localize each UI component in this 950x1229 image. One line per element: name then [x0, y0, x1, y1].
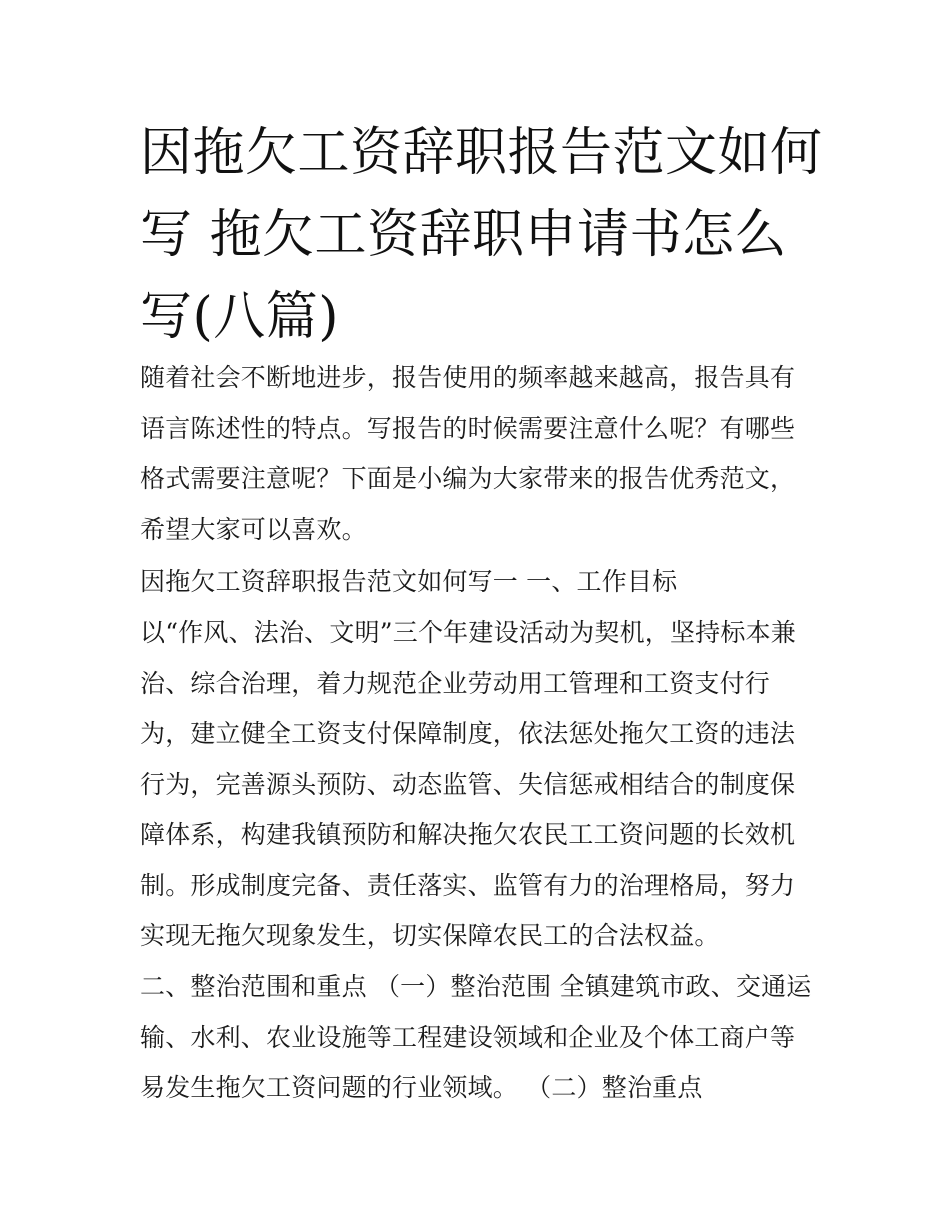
scope-paragraph: 二、整治范围和重点 （一）整治范围 全镇建筑市政、交通运输、水利、农业设施等工程建设领域和企业及个体工商户等易发生拖欠工资问题的行业领域。 （二）整治重点: [140, 972, 812, 1102]
section-heading: 因拖欠工资辞职报告范文如何写一 一、工作目标: [140, 567, 678, 596]
goal-paragraph: 以“作风、法治、文明”三个年建设活动为契机，坚持标本兼治、综合治理，着力规范企业劳动用工管理和工资支付行为，建立健全工资支付保障制度，依法惩处拖欠工资的违法行为，完善源头预防、动态监管、失信惩戒相结合的制度保障体系，构建我镇预防和解决拖欠农民工工资问题的长效机制。形成制度完备、责任落实、监管有力的治理格局，努力实现无拖欠现象发生，切实保障农民工的合法权益。: [140, 618, 796, 950]
document-title: 因拖欠工资辞职报告范文如何写 拖欠工资辞职申请书怎么写(八篇): [140, 123, 823, 347]
intro-paragraph: 随着社会不断地进步，报告使用的频率越来越高，报告具有语言陈述性的特点。写报告的时候需要注意什么呢？有哪些格式需要注意呢？下面是小编为大家带来的报告优秀范文，希望大家可以喜欢。: [140, 363, 796, 544]
